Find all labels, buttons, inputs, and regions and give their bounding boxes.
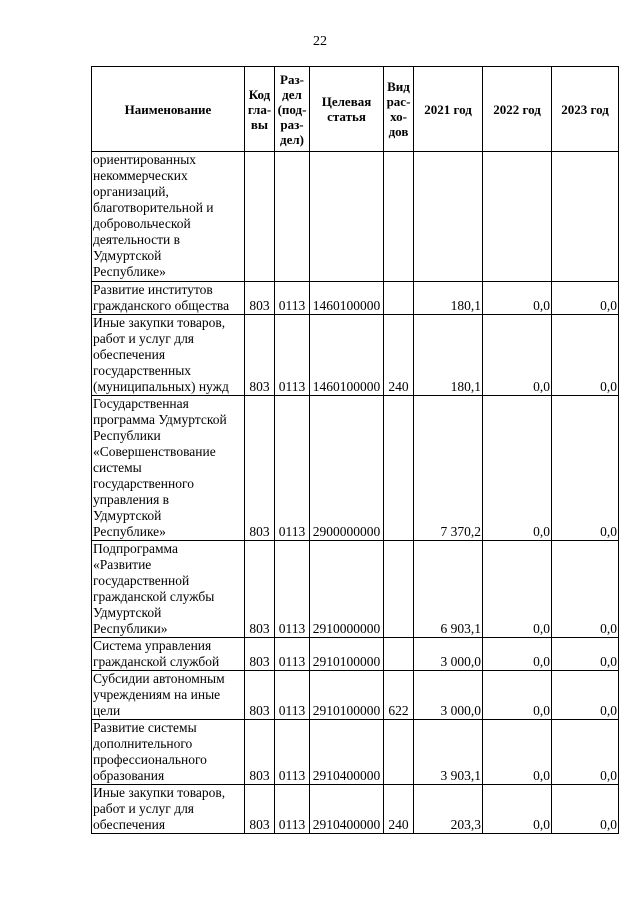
row-article: 2910400000 bbox=[310, 785, 384, 834]
row-section: 0113 bbox=[275, 541, 310, 638]
row-2022: 0,0 bbox=[483, 671, 552, 720]
row-section bbox=[275, 152, 310, 282]
row-2021: 203,3 bbox=[414, 785, 483, 834]
row-2021: 6 903,1 bbox=[414, 541, 483, 638]
row-section: 0113 bbox=[275, 671, 310, 720]
row-2021: 180,1 bbox=[414, 282, 483, 315]
row-2023: 0,0 bbox=[552, 541, 619, 638]
row-article: 2910100000 bbox=[310, 671, 384, 720]
row-type: 622 bbox=[384, 671, 414, 720]
header-2023: 2023 год bbox=[552, 67, 619, 152]
row-name: Государственная программа Удмуртской Республики «Совершенствование системы государственного управления в Удмуртской Республике» bbox=[92, 396, 245, 541]
row-chapter: 803 bbox=[245, 785, 275, 834]
row-2022: 0,0 bbox=[483, 396, 552, 541]
header-chapter-code: Код гла- вы bbox=[245, 67, 275, 152]
row-chapter bbox=[245, 152, 275, 282]
row-type bbox=[384, 282, 414, 315]
table-row bbox=[92, 315, 619, 396]
row-type: 240 bbox=[384, 785, 414, 834]
table-row bbox=[92, 541, 619, 638]
row-section: 0113 bbox=[275, 396, 310, 541]
row-name: ориентированных некоммерческих организаций, благотворительной и добровольческой деятельности в Удмуртской Республике» bbox=[92, 152, 245, 282]
row-2023: 0,0 bbox=[552, 638, 619, 671]
row-section: 0113 bbox=[275, 638, 310, 671]
row-article: 1460100000 bbox=[310, 282, 384, 315]
table-row bbox=[92, 638, 619, 671]
row-2022: 0,0 bbox=[483, 315, 552, 396]
table-row bbox=[92, 152, 619, 282]
row-2023 bbox=[552, 152, 619, 282]
row-name: Развитие системы дополнительного профессионального образования bbox=[92, 720, 245, 785]
row-2022: 0,0 bbox=[483, 638, 552, 671]
row-name: Иные закупки товаров, работ и услуг для обеспечения государственных (муниципальных) нужд bbox=[92, 315, 245, 396]
table-row bbox=[92, 282, 619, 315]
row-chapter: 803 bbox=[245, 315, 275, 396]
row-chapter: 803 bbox=[245, 396, 275, 541]
row-2022 bbox=[483, 152, 552, 282]
header-target-article: Целевая статья bbox=[310, 67, 384, 152]
row-chapter: 803 bbox=[245, 638, 275, 671]
row-type bbox=[384, 152, 414, 282]
table-row bbox=[92, 396, 619, 541]
table-row bbox=[92, 720, 619, 785]
row-name: Иные закупки товаров, работ и услуг для обеспечения bbox=[92, 785, 245, 834]
row-name: Система управления гражданской службой bbox=[92, 638, 245, 671]
row-2023: 0,0 bbox=[552, 315, 619, 396]
budget-table bbox=[91, 66, 619, 834]
header-2021: 2021 год bbox=[414, 67, 483, 152]
row-section: 0113 bbox=[275, 720, 310, 785]
table-row bbox=[92, 671, 619, 720]
row-article: 2910000000 bbox=[310, 541, 384, 638]
row-name: Развитие институтов гражданского общества bbox=[92, 282, 245, 315]
row-2023: 0,0 bbox=[552, 671, 619, 720]
row-name: Подпрограмма «Развитие государственной гражданской службы Удмуртской Республики» bbox=[92, 541, 245, 638]
row-article: 2910400000 bbox=[310, 720, 384, 785]
row-type: 240 bbox=[384, 315, 414, 396]
row-chapter: 803 bbox=[245, 282, 275, 315]
row-2022: 0,0 bbox=[483, 282, 552, 315]
row-2021: 3 000,0 bbox=[414, 638, 483, 671]
row-section: 0113 bbox=[275, 282, 310, 315]
row-2023: 0,0 bbox=[552, 785, 619, 834]
row-section: 0113 bbox=[275, 315, 310, 396]
table-row bbox=[92, 785, 619, 834]
row-type bbox=[384, 396, 414, 541]
row-article: 2900000000 bbox=[310, 396, 384, 541]
row-2021: 180,1 bbox=[414, 315, 483, 396]
row-2021: 3 903,1 bbox=[414, 720, 483, 785]
row-2022: 0,0 bbox=[483, 720, 552, 785]
row-name: Субсидии автономным учреждениям на иные цели bbox=[92, 671, 245, 720]
row-article: 2910100000 bbox=[310, 638, 384, 671]
header-expense-type: Вид рас- хо- дов bbox=[384, 67, 414, 152]
row-2022: 0,0 bbox=[483, 785, 552, 834]
row-chapter: 803 bbox=[245, 541, 275, 638]
row-chapter: 803 bbox=[245, 671, 275, 720]
row-2021: 7 370,2 bbox=[414, 396, 483, 541]
row-2023: 0,0 bbox=[552, 396, 619, 541]
header-row bbox=[92, 67, 619, 152]
header-name: Наименование bbox=[92, 67, 245, 152]
row-article: 1460100000 bbox=[310, 315, 384, 396]
row-section: 0113 bbox=[275, 785, 310, 834]
row-2021: 3 000,0 bbox=[414, 671, 483, 720]
row-2021 bbox=[414, 152, 483, 282]
row-type bbox=[384, 720, 414, 785]
row-type bbox=[384, 638, 414, 671]
row-chapter: 803 bbox=[245, 720, 275, 785]
row-article bbox=[310, 152, 384, 282]
row-type bbox=[384, 541, 414, 638]
page-number: 22 bbox=[313, 34, 327, 49]
header-section: Раз- дел (под- раз- дел) bbox=[275, 67, 310, 152]
row-2023: 0,0 bbox=[552, 282, 619, 315]
row-2023: 0,0 bbox=[552, 720, 619, 785]
header-2022: 2022 год bbox=[483, 67, 552, 152]
row-2022: 0,0 bbox=[483, 541, 552, 638]
